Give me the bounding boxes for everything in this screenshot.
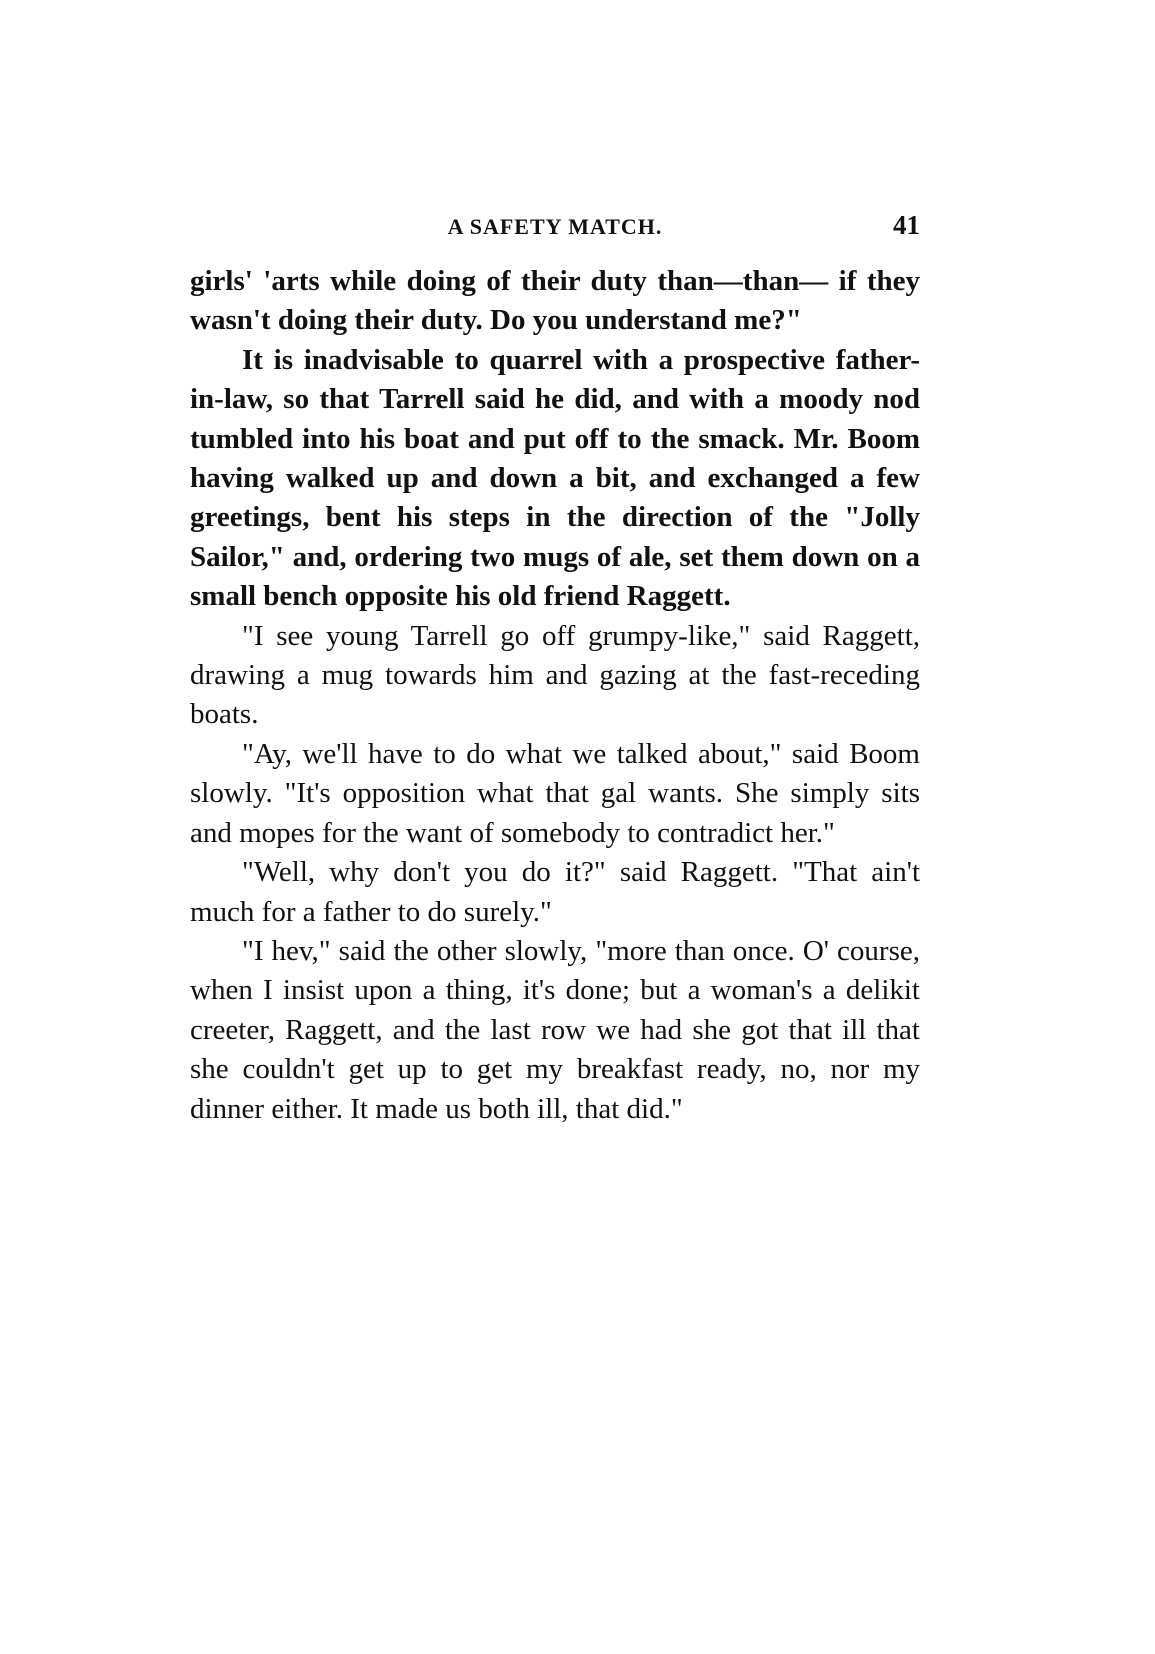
paragraph: "I see young Tarrell go off grumpy-like," said Raggett, drawing a mug towards him and gazing at the fast-receding boats. (190, 619, 920, 731)
running-head (190, 210, 920, 254)
paragraph: "Ay, we'll have to do what we talked about," said Boom slowly. "It's opposition what that gal wants. She simply sits and mopes for the want of somebody to contradict her." (190, 737, 920, 849)
paragraph-continued: girls' 'arts while doing of their duty than—than— if they wasn't doing their duty. Do you understand me?" (190, 265, 920, 337)
page-number: 41 (893, 210, 920, 240)
running-title: A SAFETY MATCH. (447, 214, 663, 239)
paragraph: "Well, why don't you do it?" said Raggett. "That ain't much for a father to do surely." (190, 856, 920, 928)
paragraph: "I hev," said the other slowly, "more than once. O' course, when I insist upon a thing, it's done; but a woman's a delikit creeter, Raggett, and the last row we had she got that ill that she couldn't get up to get my breakfast ready, no, nor my dinner either. It made us both ill, that did." (190, 934, 920, 1125)
paragraph: It is inadvisable to quarrel with a prospective father-in-law, so that Tarrell said he did, and with a moody nod tumbled into his boat and put off to the smack. Mr. Boom having walked up and down a bit, and exchanged a few greetings, bent his steps in the direction of the "Jolly Sailor," and, ordering two mugs of ale, set them down on a small bench opposite his old friend Raggett. (190, 343, 920, 613)
body-text (190, 262, 920, 1129)
